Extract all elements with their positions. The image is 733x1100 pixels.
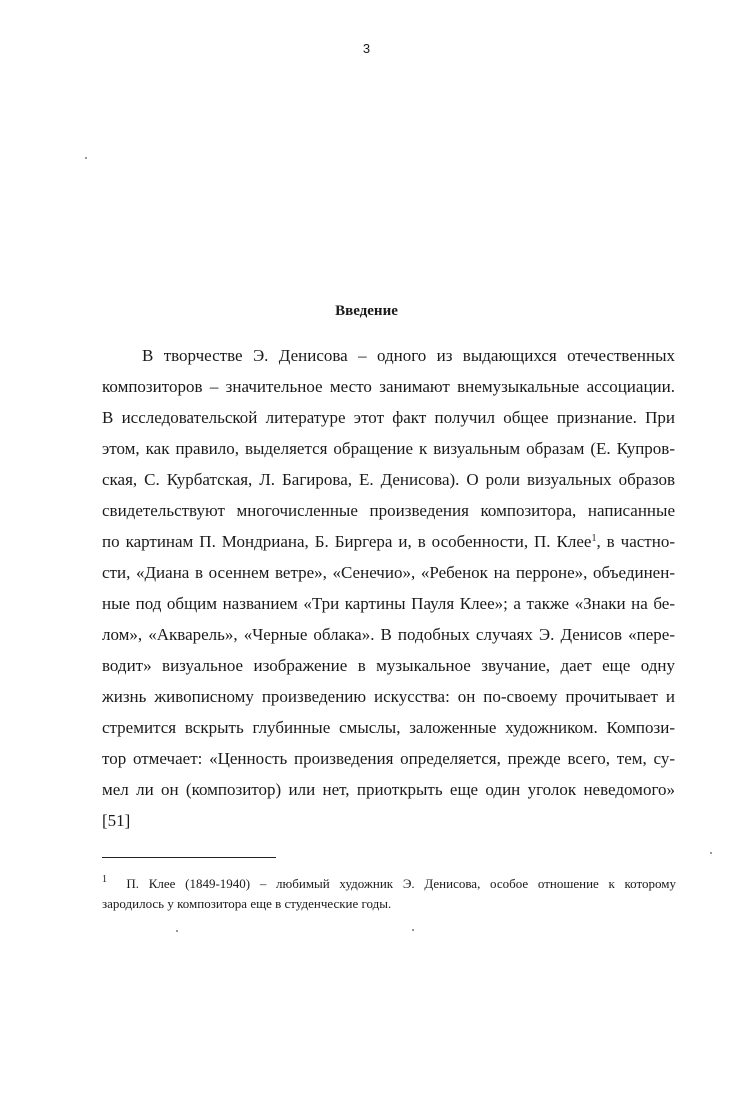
scan-speck: [710, 852, 712, 854]
scan-speck: [412, 929, 414, 931]
paragraph-line: тор отмечает: «Ценность произведения определяется, прежде всего, тем, су-: [102, 749, 675, 768]
paragraph-line: мел ли он (композитор) или нет, приоткрыть еще один уголок неведомого»: [102, 780, 675, 799]
paragraph-line: стремится вскрыть глубинные смыслы, заложенные художником. Компози-: [102, 718, 675, 737]
paragraph-line: сти, «Диана в осеннем ветре», «Сенечио», «Ребенок на перроне», объединен-: [102, 563, 675, 582]
footnote-separator: [102, 857, 276, 858]
footnote-line: [102, 876, 676, 892]
page-number: 3: [362, 41, 371, 56]
footnote-reference[interactable]: 1: [591, 533, 597, 544]
paragraph-line: ные под общим названием «Три картины Пауля Клее»; а также «Знаки на бе-: [102, 594, 675, 613]
section-title: Введение: [335, 303, 398, 319]
paragraph-line: композиторов – значительное место занимают внемузыкальные ассоциации.: [102, 377, 675, 396]
paragraph-line: ская, С. Курбатская, Л. Багирова, Е. Денисова). О роли визуальных образов: [102, 470, 675, 489]
scan-speck: [85, 157, 87, 159]
paragraph-line: В творчестве Э. Денисова – одного из выдающихся отечественных: [142, 346, 675, 365]
footnote-marker: 1: [102, 874, 107, 885]
line-text-after: , в частно-: [596, 532, 675, 551]
paragraph-line: водит» визуальное изображение в музыкальное звучание, дает еще одну: [102, 656, 675, 675]
paragraph-line: свидетельствуют многочисленные произведения композитора, написанные: [102, 501, 675, 520]
line-text-before: по картинам П. Мондриана, Б. Биргера и, в особенности, П. Клее: [102, 532, 592, 551]
paragraph-line-last: [51]: [102, 811, 131, 830]
scan-speck: [176, 930, 178, 932]
paragraph-line: жизнь живописному произведению искусства: он по-своему прочитывает и: [102, 687, 675, 706]
paragraph-line: В исследовательской литературе этот факт получил общее признание. При: [102, 408, 675, 427]
footnote-line: зародилось у композитора еще в студенческие годы.: [102, 896, 392, 911]
paragraph-line: лом», «Акварель», «Черные облака». В подобных случаях Э. Денисов «пере-: [102, 625, 675, 644]
paragraph-line-with-footnote-ref: [102, 532, 675, 552]
footnote-text-1: П. Клее (1849-1940) – любимый художник Э. Денисова, особое отношение к которому: [126, 876, 676, 891]
paragraph-line: этом, как правило, выделяется обращение к визуальным образам (Е. Купров-: [102, 439, 675, 458]
